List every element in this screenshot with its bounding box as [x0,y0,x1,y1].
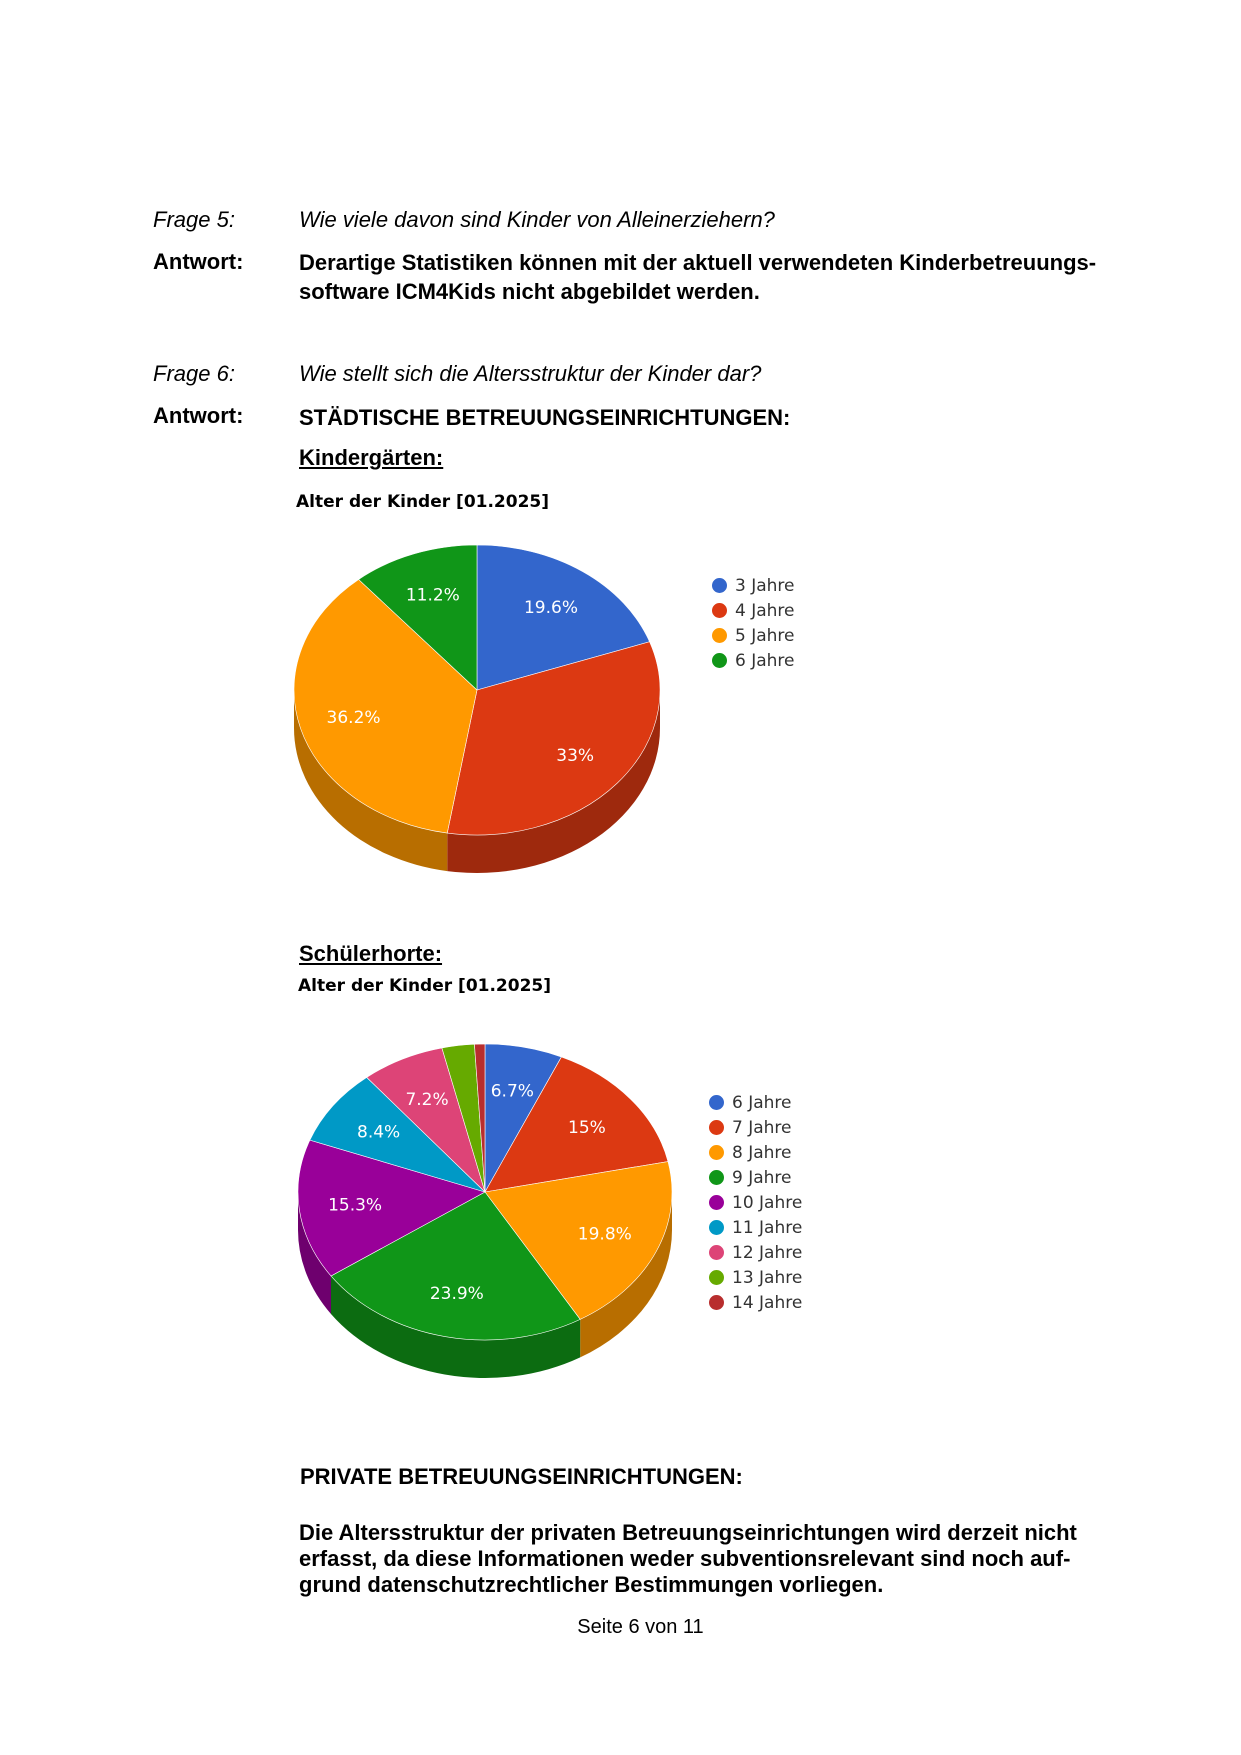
legend-swatch [709,1120,724,1135]
legend-swatch [709,1270,724,1285]
legend-swatch [709,1295,724,1310]
page-footer: Seite 6 von 11 [577,1616,704,1638]
legend-swatch [709,1220,724,1235]
legend-item [712,573,795,598]
legend-item [709,1215,802,1240]
chart-1-pie [280,545,680,900]
legend-label: 8 Jahre [732,1142,792,1163]
legend-item [709,1240,802,1265]
legend-swatch [712,628,727,643]
legend-label: 10 Jahre [732,1192,803,1213]
pie-label: 19.6% [523,598,578,619]
pie-label: 8.4% [357,1122,401,1143]
legend-item [709,1165,802,1190]
legend-item [709,1115,802,1140]
pie-label: 11.2% [405,585,460,606]
legend-label: 7 Jahre [732,1117,792,1138]
legend-swatch [712,653,727,668]
subheading-hort: Schülerhorte: [299,941,443,966]
chart-1-legend [712,573,795,673]
section-public-heading: STÄDTISCHE BETREUUNGSEINRICHTUNGEN: [299,405,791,430]
legend-swatch [712,603,727,618]
legend-swatch [709,1195,724,1210]
chart-1-title: Alter der Kinder [01.2025] [296,492,550,512]
question-5-text: Wie viele davon sind Kinder von Alleinerziehern? [299,207,775,232]
legend-swatch [709,1245,724,1260]
pie-label: 36.2% [326,708,381,729]
pie-label: 7.2% [405,1090,449,1111]
pie-label: 23.9% [429,1284,484,1305]
legend-item [709,1265,802,1290]
answer-5-label: Antwort: [153,249,244,274]
answer-6-label: Antwort: [153,403,244,428]
legend-item [712,648,795,673]
legend-swatch [709,1095,724,1110]
legend-swatch [709,1145,724,1160]
legend-label: 11 Jahre [732,1217,803,1238]
legend-item [712,598,795,623]
answer-5-text [299,248,1096,306]
question-5-label: Frage 5: [153,207,235,232]
subheading-kindergarten: Kindergärten: [299,445,444,470]
legend-label: 3 Jahre [735,575,795,596]
answer-5-line: Derartige Statistiken können mit der aktuell verwendeten Kinderbetreuungs- [299,250,1097,275]
question-6-text: Wie stellt sich die Altersstruktur der Kinder dar? [299,361,762,386]
section-private-heading: PRIVATE BETREUUNGSEINRICHTUNGEN: [300,1464,743,1489]
legend-label: 9 Jahre [732,1167,792,1188]
legend-label: 6 Jahre [735,650,795,671]
legend-label: 4 Jahre [735,600,795,621]
private-line: erfasst, da diese Informationen weder subventionsrelevant sind noch auf- [299,1546,1071,1571]
chart-2-title: Alter der Kinder [01.2025] [298,976,552,996]
legend-item [712,623,795,648]
legend-label: 12 Jahre [732,1242,803,1263]
pie-label: 33% [556,746,595,767]
legend-item [709,1290,802,1315]
legend-label: 6 Jahre [732,1092,792,1113]
private-line: grund datenschutzrechtlicher Bestimmungen vorliegen. [299,1572,884,1597]
private-line: Die Altersstruktur der privaten Betreuungseinrichtungen wird derzeit nicht [299,1520,1077,1545]
legend-swatch [712,578,727,593]
pie-label: 15% [568,1117,606,1138]
legend-item [709,1190,802,1215]
answer-5-line: software ICM4Kids nicht abgebildet werden. [299,279,760,304]
chart-2-legend [709,1090,802,1315]
legend-label: 13 Jahre [732,1267,803,1288]
pie-label: 6.7% [490,1081,534,1102]
question-6-label: Frage 6: [153,361,235,386]
legend-item [709,1140,802,1165]
legend-swatch [709,1170,724,1185]
legend-item [709,1090,802,1115]
legend-label: 14 Jahre [732,1292,803,1313]
private-paragraph [299,1520,1077,1598]
chart-2-pie [280,1030,690,1392]
pie-label: 15.3% [328,1195,383,1216]
legend-label: 5 Jahre [735,625,795,646]
pie-label: 19.8% [577,1224,632,1245]
